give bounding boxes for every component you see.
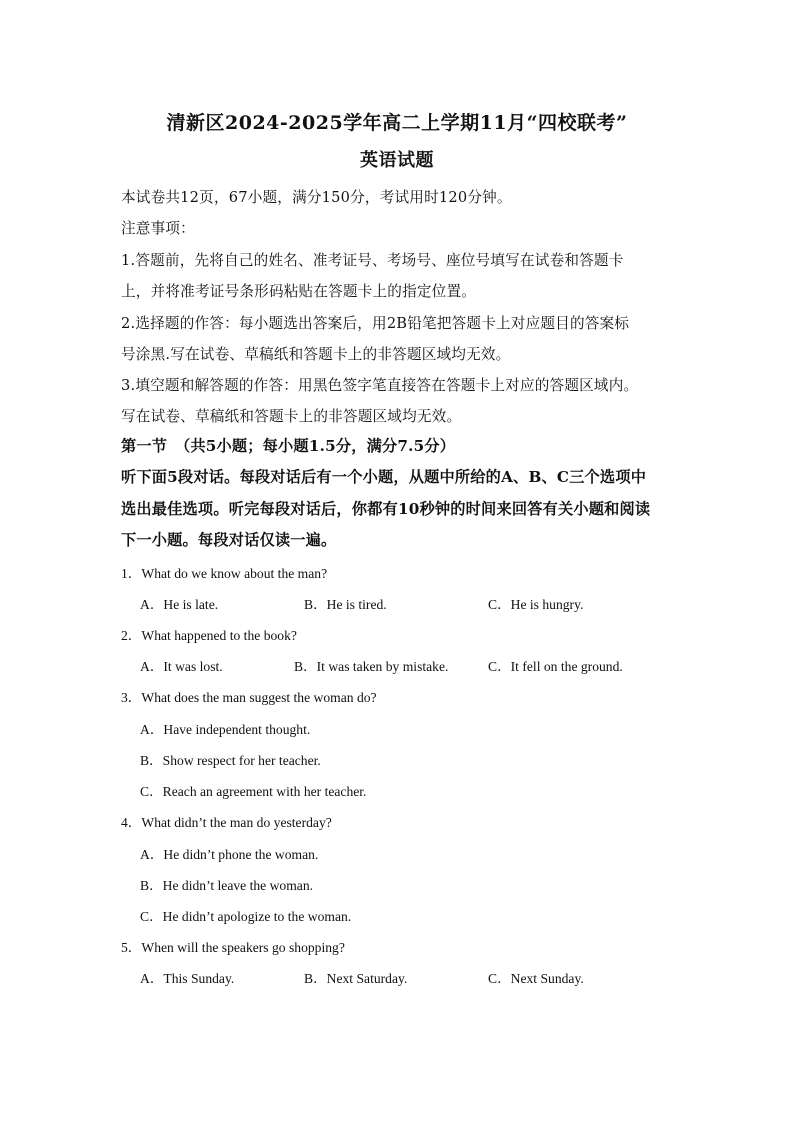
question-5-option-a: A．This Sunday. bbox=[140, 971, 235, 986]
section-instruction: 听下面5段对话。每段对话后有一个小题，从题中所给的A、B、C三个选项中 bbox=[121, 468, 647, 486]
note-line: 写在试卷、草稿纸和答题卡上的非答题区域均无效。 bbox=[121, 408, 462, 425]
note-line: 2.选择题的作答：每小题选出答案后，用2B铅笔把答题卡上对应题目的答案标 bbox=[121, 315, 630, 332]
exam-subtitle: 英语试题 bbox=[360, 150, 434, 171]
notice-heading: 注意事项： bbox=[121, 220, 195, 237]
question-3: 3．What does the man suggest the woman do? bbox=[121, 690, 377, 705]
question-5-option-c: C．Next Sunday. bbox=[488, 971, 584, 986]
section-instruction: 选出最佳选项。听完每段对话后，你都有10秒钟的时间来回答有关小题和阅读 bbox=[121, 500, 651, 518]
note-line: 1.答题前，先将自己的姓名、准考证号、考场号、座位号填写在试卷和答题卡 bbox=[121, 252, 624, 269]
note-line: 3.填空题和解答题的作答：用黑色签字笔直接答在答题卡上对应的答题区域内。 bbox=[121, 377, 639, 394]
question-3-option-b: B．Show respect for her teacher. bbox=[140, 753, 321, 768]
exam-title: 清新区2024-2025学年高二上学期11月“四校联考” bbox=[166, 112, 628, 134]
question-3-option-a: A．Have independent thought. bbox=[140, 722, 311, 737]
note-line: 上，并将准考证号条形码粘贴在答题卡上的指定位置。 bbox=[121, 283, 477, 300]
question-1-option-a: A．He is late. bbox=[140, 597, 219, 612]
question-2-option-a: A．It was lost. bbox=[140, 659, 223, 674]
question-1-option-c: C．He is hungry. bbox=[488, 597, 584, 612]
question-2-option-b: B．It was taken by mistake. bbox=[294, 659, 449, 674]
section-heading: 第一节 （共5小题；每小题1.5分，满分7.5分） bbox=[121, 437, 456, 455]
question-1-option-b: B．He is tired. bbox=[304, 597, 387, 612]
question-5-option-b: B．Next Saturday. bbox=[304, 971, 408, 986]
question-3-option-c: C．Reach an agreement with her teacher. bbox=[140, 784, 367, 799]
question-2: 2．What happened to the book? bbox=[121, 628, 297, 643]
question-4: 4．What didn’t the man do yesterday? bbox=[121, 815, 332, 830]
question-1: 1．What do we know about the man? bbox=[121, 566, 328, 581]
question-5: 5．When will the speakers go shopping? bbox=[121, 940, 345, 955]
question-4-option-b: B．He didn’t leave the woman. bbox=[140, 878, 314, 893]
question-4-option-c: C．He didn’t apologize to the woman. bbox=[140, 909, 352, 924]
section-instruction: 下一小题。每段对话仅读一遍。 bbox=[121, 531, 337, 549]
note-line: 号涂黑.写在试卷、草稿纸和答题卡上的非答题区域均无效。 bbox=[121, 346, 511, 363]
question-4-option-a: A．He didn’t phone the woman. bbox=[140, 847, 319, 862]
question-2-option-c: C．It fell on the ground. bbox=[488, 659, 623, 674]
exam-summary: 本试卷共12页，67小题，满分150分，考试用时120分钟。 bbox=[121, 189, 512, 206]
